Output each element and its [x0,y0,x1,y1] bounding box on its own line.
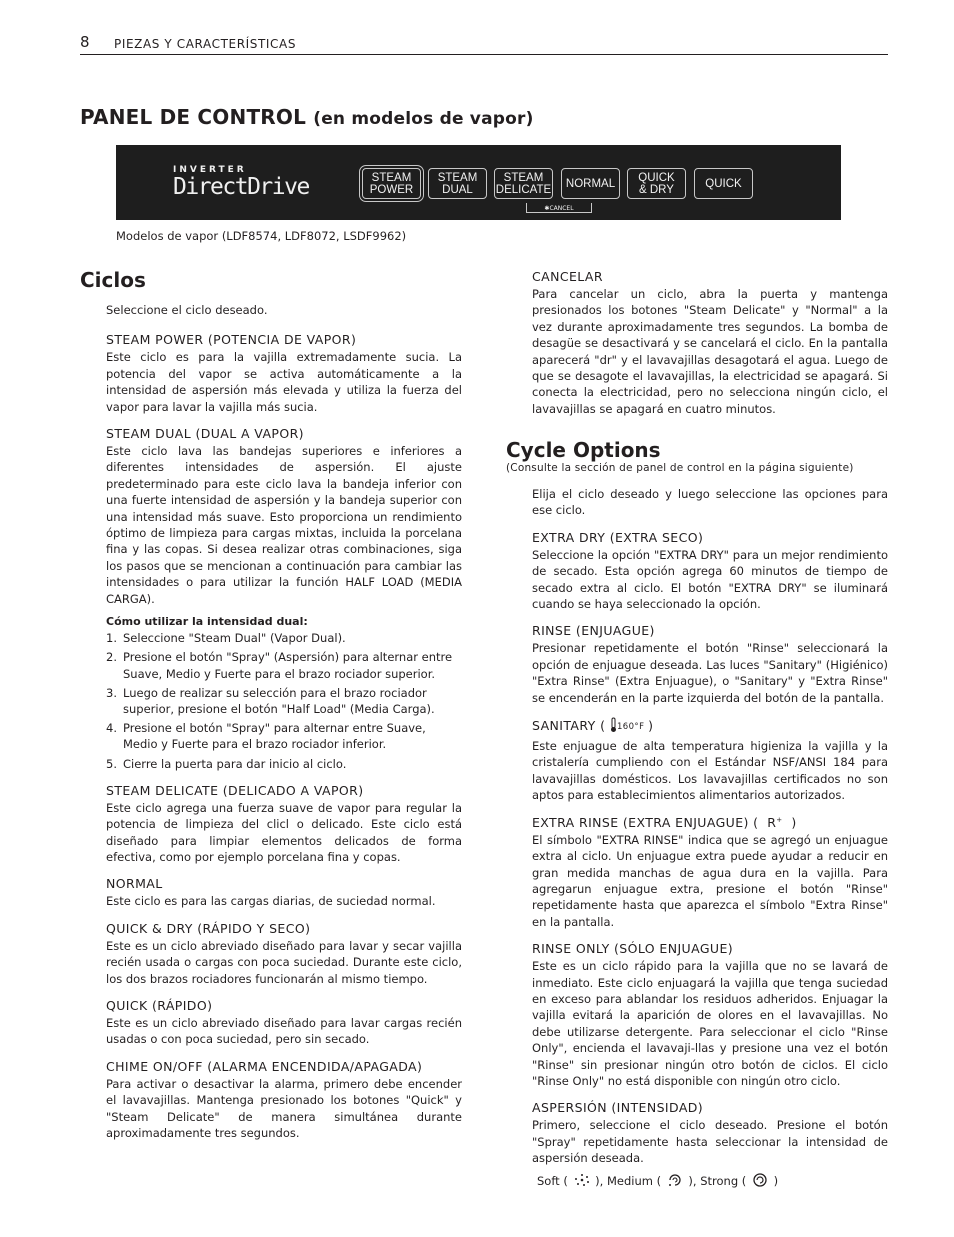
normal-title: NORMAL [106,876,163,892]
steam-dual-howto-title: Cómo utilizar la intensidad dual: [106,615,308,629]
ciclos-lead: Seleccione el ciclo deseado. [106,303,268,317]
left-column [106,300,462,1141]
page-title [80,105,534,129]
title-sub: (en modelos de vapor) [313,109,534,129]
section-title: PIEZAS Y CARACTERÍSTICAS [114,37,297,51]
spray-strong-icon [750,1173,770,1190]
chime-title: CHIME ON/OFF (ALARMA ENCENDIDA/APAGADA) [106,1058,423,1074]
steam-dual-steps [106,630,462,772]
extra-rinse-icon: R+ [767,814,783,830]
quick-text: Este es un ciclo abreviado diseñado para lavar cargas recién usadas o con poca suciedad, pero sin secado. [106,1015,462,1047]
list-item: 5. Cierre la puerta para dar inicio al ciclo. [106,756,347,771]
rinse-only-title: RINSE ONLY (SÓLO ENJUAGUE) [532,941,734,957]
extra-rinse-title: EXTRA RINSE (EXTRA ENJUAGUE) ( R+ ) [532,814,797,830]
spray-strength-legend: Soft ( ), Medium ( ), Strong ( ) [537,1173,779,1188]
list-item: 4. Presione el botón "Spray" para alternar entre Suave, Medio y Fuerte para el brazo rociador inferior. [106,721,426,752]
cycle-options-note: (Consulte la sección de panel de control en la página siguiente) [506,462,854,474]
rinse-title: RINSE (ENJUAGUE) [532,623,655,639]
steam-power-text: Este ciclo es para la vajilla extremadamente sucia. La potencia del vapor se activa automáticamente a la intensidad de aspersión más elevada y utiliza la fuerza del vapor para lavar la vajilla más sucia. [106,350,462,414]
extra-rinse-text: El símbolo "EXTRA RINSE" indica que se agregó un enjuague extra al ciclo. Un enjuague extra puede ayudar a reducir en gran medida manchas de agua dura en la vajilla. Para agregarun enjuague extra, presione el botón "Rinse" repetidamente hasta que aparezca el símbolo "Extra Rinse" en la pantalla. [532,832,888,929]
steam-dual-text: Este ciclo lava las bandejas superiores e inferiores a diferentes intensidades de aspersión. El ajuste predeterminado para este ciclo lava la bandeja inferior con una fuerte intensidad de aspersión y la bandeja superior con una intensidad más suave. Esto proporciona un rendimiento óptimo de limpieza para cargas mixtas, incluida la porcelana fina y las copas. Si desea realizar otras combinaciones, siga los pasos que se mencionan a continuación para cambiar las intensidades o para utilizar la función HALF LOAD (MEDIA CARGA). [106,444,462,606]
extra-dry-text: Seleccione la opción "EXTRA DRY" para un mejor rendimiento de secado. Esta opción agrega 60 minutos de tiempo de secado extra al ciclo. El botón "EXTRA DRY" se iluminará cuando se haya seleccionado la opción. [532,547,888,612]
brand-directdrive: DirectDrive [173,174,309,200]
panel-button-quick-dry: QUICK & DRY [627,168,686,199]
rinse-text: Presionar repetidamente el botón "Rinse" seleccionará la opción de enjuague deseada. Las luces "Sanitary" (Higiénico) "Extra Rinse" (Extra Enjuague), o "Sanitary" y "Extra Rinse" se encenderán en la parte izquierda del botón de la pantalla. [532,641,888,705]
thermometer-icon-label: 160°F [616,722,644,733]
panel-button-quick: QUICK [694,168,753,199]
extra-dry-title: EXTRA DRY (EXTRA SECO) [532,529,704,545]
heading-ciclos: Ciclos [80,268,146,292]
title-main: PANEL DE CONTROL [80,105,307,129]
panel-button-steam-dual: STEAM DUAL [428,168,487,199]
steam-delicate-title: STEAM DELICATE (DELICADO A VAPOR) [106,782,364,798]
steam-delicate-text: Este ciclo agrega una fuerza suave de vapor para regular la potencia de limpieza del clicl o delicado. Este ciclo está diseñado para limpiar elementos delicados de forma efectiva, como por ejemplo porcelana fina y copas. [106,800,462,864]
cancelar-text: Para cancelar un ciclo, abra la puerta y mantenga presionados los botones "Steam Delicate" y "Normal" a la vez durante aproximadamente tres segundos. La bomba de desagüe se desactivará y se cancelará el ciclo. En la pantalla aparecerá "dr" y el lavavajillas desagotará el agua. Luego de que se desagote el lavavajillas, la electricidad se apagará. Si conecta la electricidad, pero no selecciona ningún ciclo, el lavavajillas se apagará en cuatro minutos. [532,287,888,416]
quick-title: QUICK (RÁPIDO) [106,997,213,1013]
heading-cycle-options: Cycle Options [506,438,661,462]
cancel-label: ✱CANCEL [544,205,574,212]
aspersion-title: ASPERSIÓN (INTENSIDAD) [532,1100,704,1116]
brand-logo [173,165,309,200]
right-column-options [532,486,888,1190]
panel-button-steam-delicate: STEAM DELICATE [494,168,553,199]
chime-text: Para activar o desactivar la alarma, primero debe encender el lavavajillas. Mantenga presionado los botones "Quick" y "Steam Delicate" de manera simultánea durante aproximadamente tres segundos. [106,1076,462,1140]
panel-button-steam-power: STEAM POWER [362,168,421,199]
image-caption: Modelos de vapor (LDF8574, LDF8072, LSDF9962) [116,229,407,243]
list-item: 1. Seleccione "Steam Dual" (Vapor Dual). [106,631,346,646]
sanitary-text: Este enjuague de alta temperatura higieniza la vajilla y la cristalería cumpliendo con el Estándar NSF/ANSI 184 para lavavajillas domésticos. Los lavavajillas certificados no son aptos para establecimientos alimentarios autorizados. [532,739,888,803]
page-number: 8 [80,33,90,51]
cancel-bracket [526,203,592,213]
rinse-only-text: Este es un ciclo rápido para la vajilla que no se lavará de inmediato. Este ciclo enjuagará la vajilla que tenga suciedad en exceso para ablandar los residuos adheridos. Enjuagar la vajilla evitará la aparición de olores en el lavavajillas. No debe utilizarse detergente. Para seleccionar el ciclo "Rinse Only", encienda el lavavaji-llas y presione una vez el botón "Rinse" sin presionar ningún otro botón de ciclos. El ciclo "Rinse Only" no está disponible con ningún otro ciclo. [532,959,888,1088]
list-item: 2. Presione el botón "Spray" (Aspersión) para alternar entre Suave, Medio y Fuerte para el brazo rociador superior. [106,650,453,681]
spray-soft-icon [572,1173,592,1190]
normal-text: Este ciclo es para las cargas diarias, de suciedad normal. [106,894,436,909]
right-column-cancel [532,269,888,417]
spray-medium-icon [665,1173,685,1190]
cycle-options-lead: Elija el ciclo deseado y luego seleccione las opciones para ese ciclo. [532,487,888,518]
aspersion-text: Primero, seleccione el ciclo deseado. Presione el botón "Spray" repetidamente hasta seleccionar la intensidad de aspersión deseada. [532,1118,888,1166]
cancelar-title: CANCELAR [532,269,603,284]
sanitary-title: SANITARY ( 160°F ) [532,717,888,736]
steam-dual-title: STEAM DUAL (DUAL A VAPOR) [106,426,304,442]
quick-dry-title: QUICK & DRY (RÁPIDO Y SECO) [106,920,311,936]
page-header [80,33,888,55]
brand-inverter: INVERTER [173,165,247,175]
quick-dry-text: Este es un ciclo abreviado diseñado para lavar y secar vajilla recién usada o cargas con poca suciedad. Durante este ciclo, los dos brazos rociadores funcionarán al mismo tiempo. [106,938,462,986]
steam-power-title: STEAM POWER (POTENCIA DE VAPOR) [106,332,357,348]
list-item: 3. Luego de realizar su selección para el brazo rociador superior, presione el botón "Half Load" (Media Carga). [106,685,435,716]
thermometer-icon [610,717,644,736]
control-panel-image [116,145,841,220]
panel-button-normal: NORMAL [561,168,620,199]
